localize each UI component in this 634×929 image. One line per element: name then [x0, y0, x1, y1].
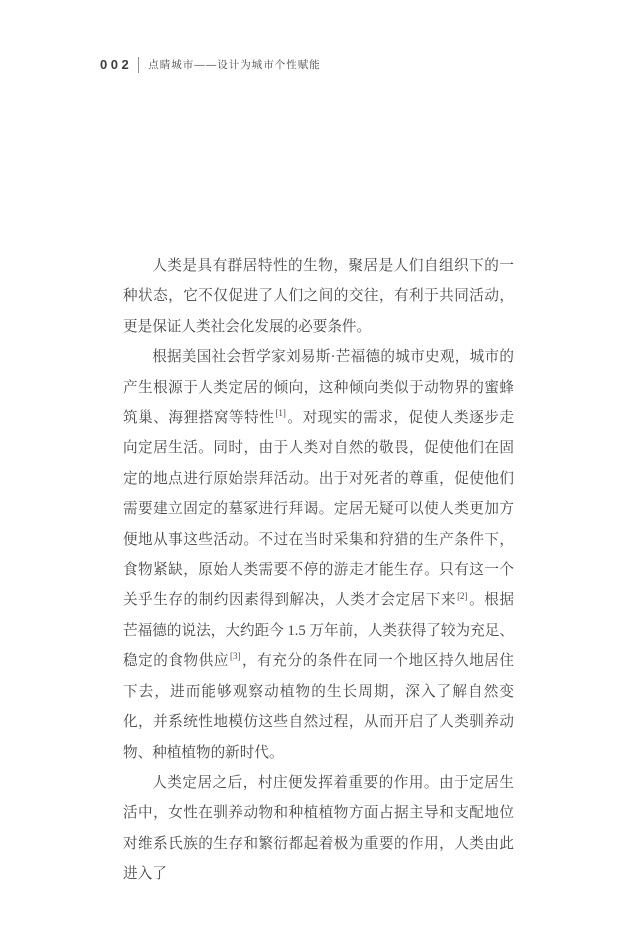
- page-number: 002: [100, 57, 133, 72]
- paragraph: 根据美国社会哲学家刘易斯·芒福德的城市史观，城市的产生根源于人类定居的倾向，这种倾向类似于动物界的蜜蜂筑巢、海狸搭窝等特性[1]。对现实的需求，促使人类逐步走向定居生活。同时，由于人类对自然的敬畏，促使他们在固定的地点进行原始崇拜活动。出于对死者的尊重，促使他们需要建立固定的墓冢进行拜谒。定居无疑可以使人类更加方便地从事这些活动。不过在当时采集和狩猎的生产条件下，食物紧缺，原始人类需要不停的游走才能生存。只有这一个关乎生存的制约因素得到解决，人类才会定居下来[2]。根据芒福德的说法，大约距今 1.5 万年前，人类获得了较为充足、稳定的食物供应[3]，有充分的条件在同一个地区持久地居住下去，进而能够观察动植物的生长周期，深入了解自然变化，并系统性地模仿这些自然过程，从而开启了人类驯养动物、种植植物的新时代。: [123, 349, 514, 761]
- footnote-ref: [2]: [457, 590, 468, 601]
- paragraph: 人类定居之后，村庄便发挥着重要的作用。由于定居生活中，女性在驯养动物和种植植物方面占据主导和支配地位对维系氏族的生存和繁衍都起着极为重要的作用，人类由此进入了: [123, 774, 514, 883]
- footnote-ref: [1]: [275, 408, 286, 419]
- running-header: [100, 54, 321, 76]
- paragraph: 人类是具有群居特性的生物，聚居是人们自组织下的一种状态，它不仅促进了人们之间的交往，有利于共同活动，更是保证人类社会化发展的必要条件。: [123, 258, 514, 335]
- header-divider-line: [138, 57, 139, 73]
- running-title: 点睛城市——设计为城市个性赋能: [148, 59, 321, 71]
- footnote-ref: [3]: [229, 651, 241, 662]
- body-text: [123, 251, 514, 890]
